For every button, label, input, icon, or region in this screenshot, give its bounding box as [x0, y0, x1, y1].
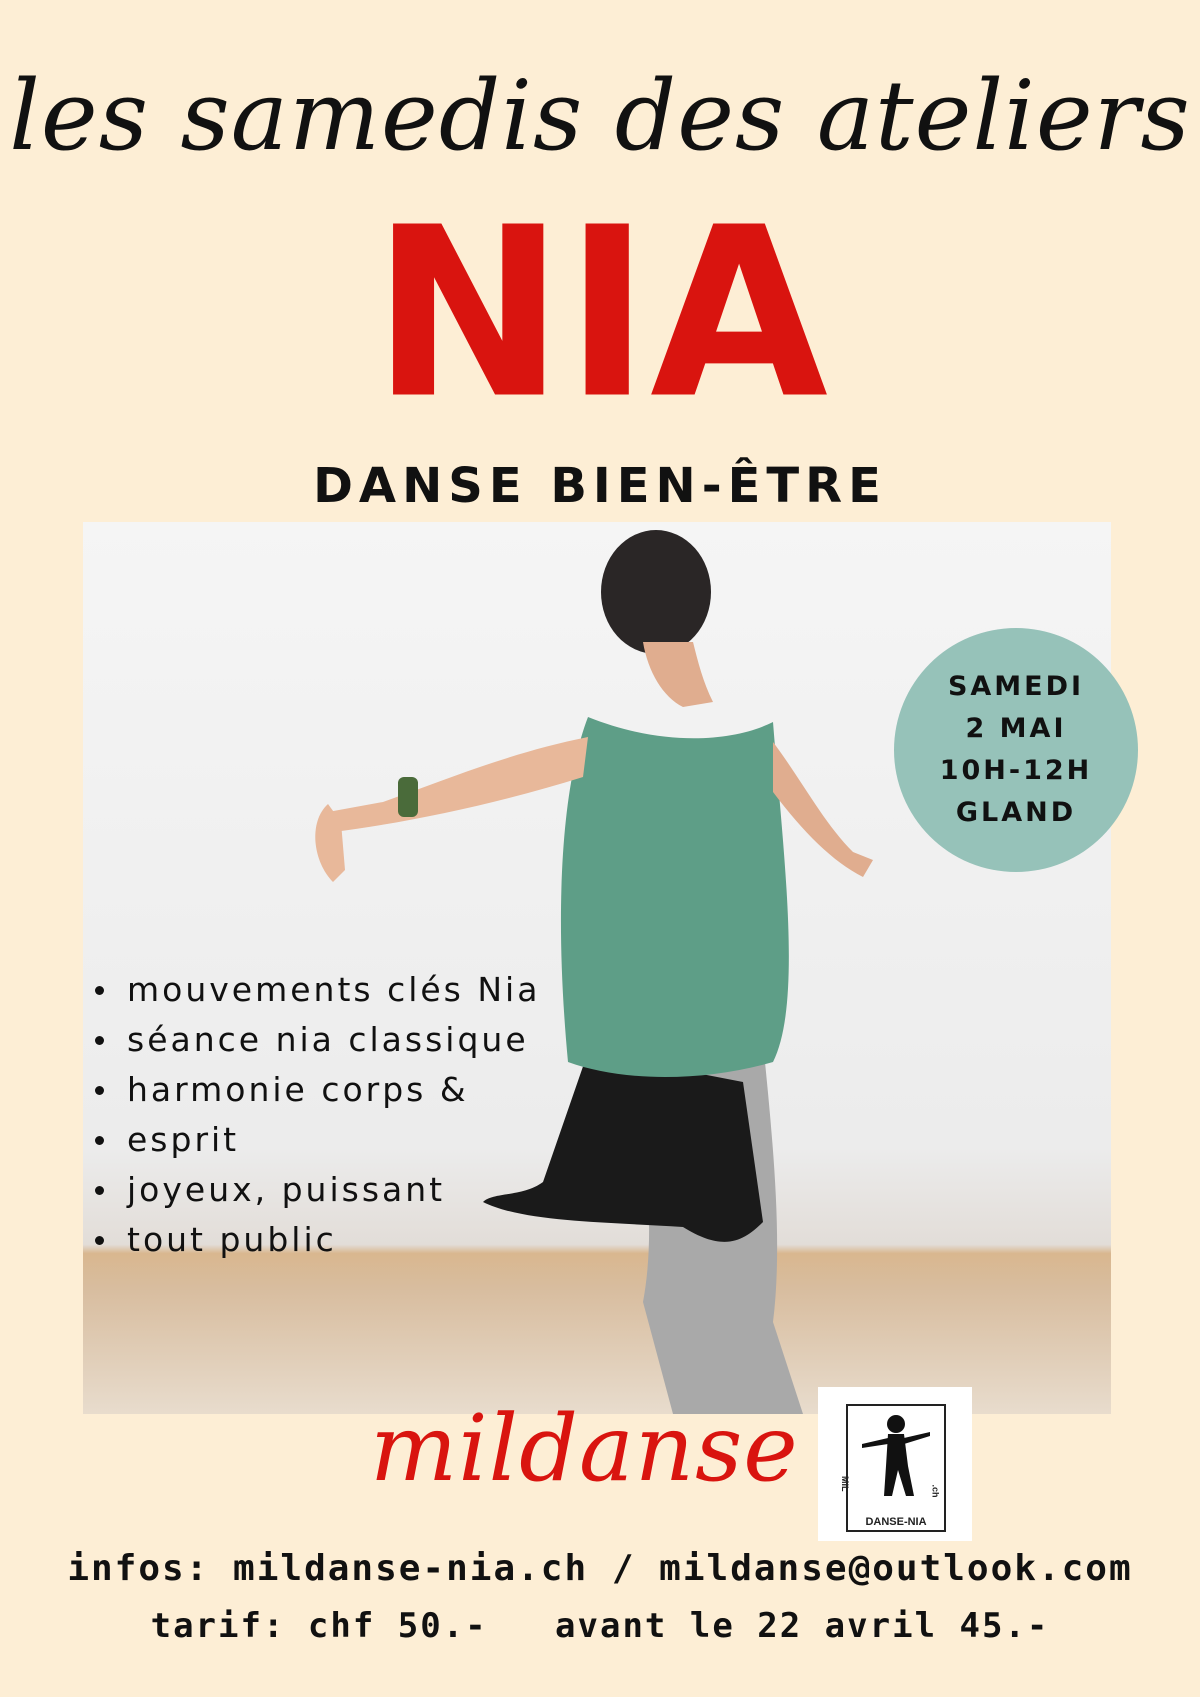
event-date-badge [894, 628, 1138, 872]
list-item-text: esprit [127, 1120, 240, 1159]
brand-name: mildanse [370, 1395, 799, 1502]
price-info: tarif: chf 50.- avant le 22 avril 45.- [150, 1606, 1050, 1646]
list-item-continuation [95, 1115, 540, 1165]
logo-frame [840, 1404, 946, 1532]
event-time: 10H-12H [939, 755, 1093, 786]
list-item: harmonie corps & [95, 1065, 540, 1115]
list-item: séance nia classique [95, 1015, 540, 1065]
event-location: GLAND [955, 797, 1077, 828]
logo-side-text: .ch [930, 1484, 941, 1498]
list-item: tout public [95, 1215, 540, 1265]
event-day: SAMEDI [947, 671, 1085, 702]
feature-list [95, 965, 540, 1265]
script-title: les samedis des ateliers [9, 60, 1191, 172]
subtitle: DANSE BIEN-ÊTRE [313, 458, 887, 514]
list-item: mouvements clés Nia [95, 965, 540, 1015]
brand-logo [818, 1387, 972, 1541]
logo-side-text: MIL [840, 1476, 850, 1492]
list-item: joyeux, puissant [95, 1165, 540, 1215]
contact-info: infos: mildanse-nia.ch / mildanse@outlook.com [67, 1548, 1133, 1589]
main-title: NIA [371, 178, 829, 451]
event-date: 2 MAI [965, 713, 1067, 744]
logo-text: DANSE-NIA [865, 1516, 927, 1528]
